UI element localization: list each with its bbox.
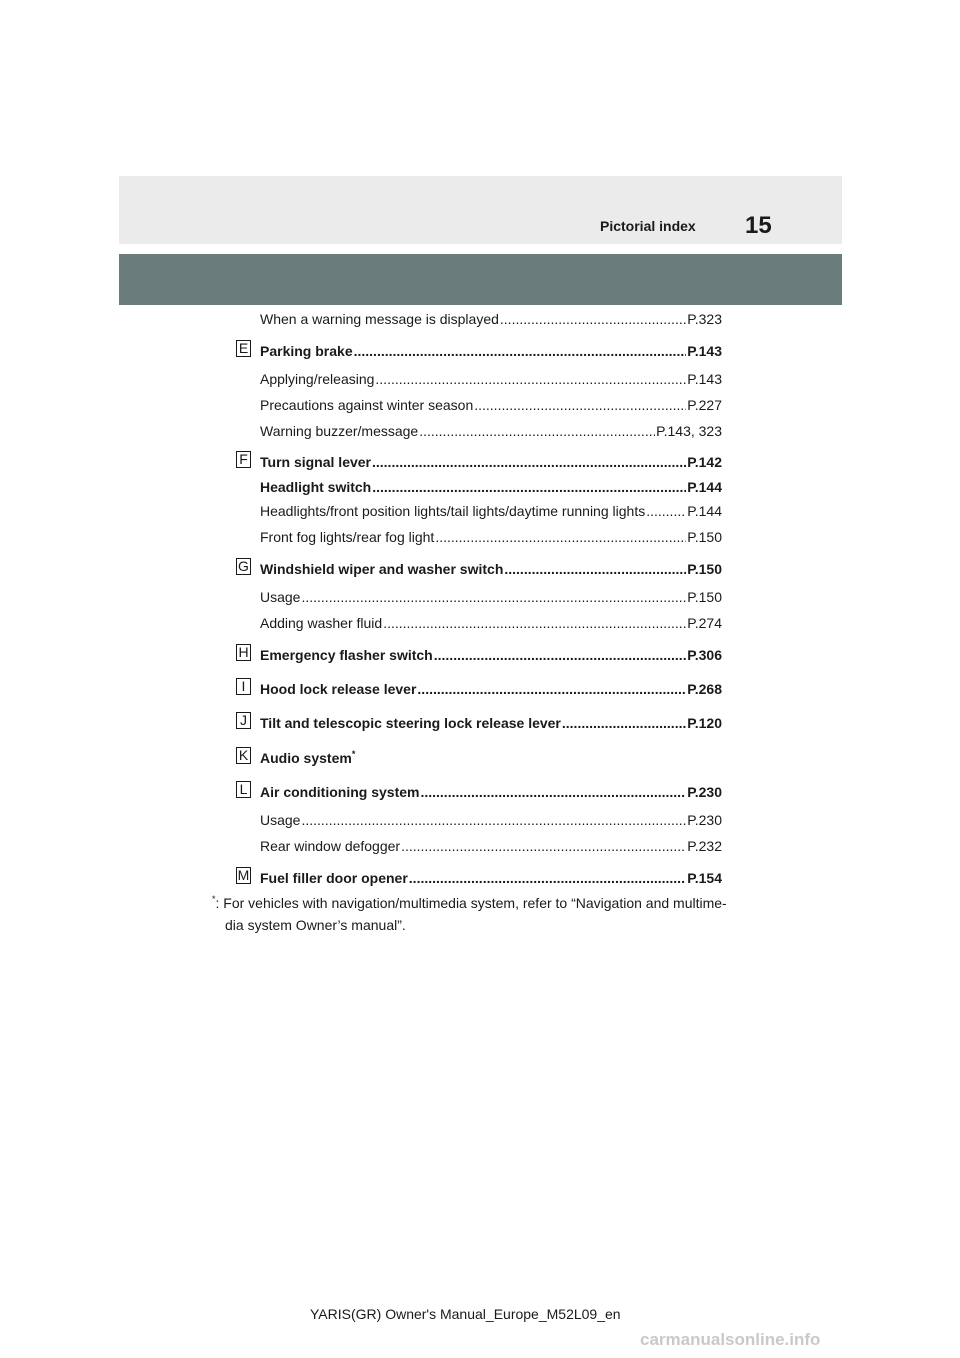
entry-page: P.230 (687, 784, 722, 800)
index-entry[interactable] (260, 869, 722, 887)
entry-page: P.143 (687, 371, 722, 387)
entry-page: P.143, 323 (656, 423, 722, 439)
manual-name-footer: YARIS(GR) Owner's Manual_Europe_M52L09_en (310, 1306, 621, 1322)
entry-page: P.268 (687, 681, 722, 697)
footnote (212, 893, 752, 935)
entry-page: P.232 (687, 838, 722, 854)
entry-label: Applying/releasing (260, 371, 375, 387)
index-entry[interactable] (260, 811, 722, 829)
entry-label: Windshield wiper and washer switch (260, 561, 504, 577)
footnote-star: * (212, 894, 216, 904)
index-entry[interactable] (260, 310, 722, 328)
entry-page: P.306 (687, 647, 722, 663)
footnote-marker: * (351, 749, 356, 759)
entry-label: Audio system (260, 750, 352, 766)
entry-label: Front fog lights/rear fog light (260, 529, 435, 545)
entry-page: P.144 (687, 503, 722, 519)
index-entry[interactable] (260, 478, 722, 496)
entry-page: P.150 (687, 589, 722, 605)
entry-label: Usage (260, 589, 301, 605)
index-entry[interactable] (260, 342, 722, 360)
entry-page: P.150 (687, 561, 722, 577)
letter-badge-f: F (236, 451, 251, 468)
letter-badge-g: G (236, 558, 251, 575)
entry-label: Headlight switch (260, 479, 372, 495)
header-top-band (119, 176, 842, 244)
index-entry[interactable] (260, 588, 722, 606)
entry-page: P.144 (687, 479, 722, 495)
section-title: Pictorial index (600, 218, 696, 234)
letter-badge-h: H (236, 644, 251, 661)
watermark: carmanualsonline.info (640, 1330, 821, 1349)
letter-badge-k: K (236, 747, 251, 764)
entry-page: P.323 (687, 311, 722, 327)
entry-label: Hood lock release lever (260, 681, 417, 697)
index-entry[interactable] (260, 646, 722, 664)
entry-page: P.274 (687, 615, 722, 631)
index-entry[interactable] (260, 422, 722, 440)
index-entry[interactable] (260, 680, 722, 698)
letter-badge-e: E (236, 340, 251, 357)
entry-label: Adding washer fluid (260, 615, 383, 631)
letter-badge-j: J (236, 712, 251, 729)
entry-page: P.142 (687, 454, 722, 470)
footnote-line-1: : For vehicles with navigation/multimedia system, refer to “Navigation and multime- (215, 895, 727, 911)
entry-page: P.154 (687, 870, 722, 886)
header-dark-bar (119, 254, 842, 305)
entry-page: P.227 (687, 397, 722, 413)
entry-label: When a warning message is displayed (260, 311, 499, 327)
letter-badge-l: L (236, 781, 251, 798)
index-entry[interactable] (260, 749, 722, 767)
letter-badge-i: I (236, 678, 251, 695)
index-entry[interactable] (260, 396, 722, 414)
index-entry[interactable] (260, 528, 722, 546)
index-entry[interactable] (260, 502, 722, 520)
entry-label: Headlights/front position lights/tail lights/daytime running lights (260, 503, 646, 519)
entry-page: P.150 (687, 529, 722, 545)
index-entry[interactable] (260, 453, 722, 471)
index-entry[interactable] (260, 614, 722, 632)
entry-label: Air conditioning system (260, 784, 420, 800)
entry-label: Turn signal lever (260, 454, 371, 470)
entry-label: Parking brake (260, 343, 353, 359)
entry-page: P.143 (687, 343, 722, 359)
entry-label: Warning buzzer/message (260, 423, 419, 439)
index-entry[interactable] (260, 837, 722, 855)
entry-label: Tilt and telescopic steering lock release lever (260, 715, 561, 731)
entry-page: P.230 (687, 812, 722, 828)
entry-label: Usage (260, 812, 301, 828)
footnote-line-2: dia system Owner’s manual”. (225, 917, 406, 933)
index-entry[interactable] (260, 560, 722, 578)
entry-label: Fuel filler door opener (260, 870, 408, 886)
letter-badge-m: M (237, 867, 250, 883)
entry-label: Rear window defogger (260, 838, 401, 854)
page-number: 15 (745, 212, 772, 239)
index-entry[interactable] (260, 714, 722, 732)
entry-page: P.120 (687, 715, 722, 731)
entry-label: Precautions against winter season (260, 397, 474, 413)
entry-label: Emergency flasher switch (260, 647, 433, 663)
index-entry[interactable] (260, 370, 722, 388)
index-entry[interactable] (260, 783, 722, 801)
